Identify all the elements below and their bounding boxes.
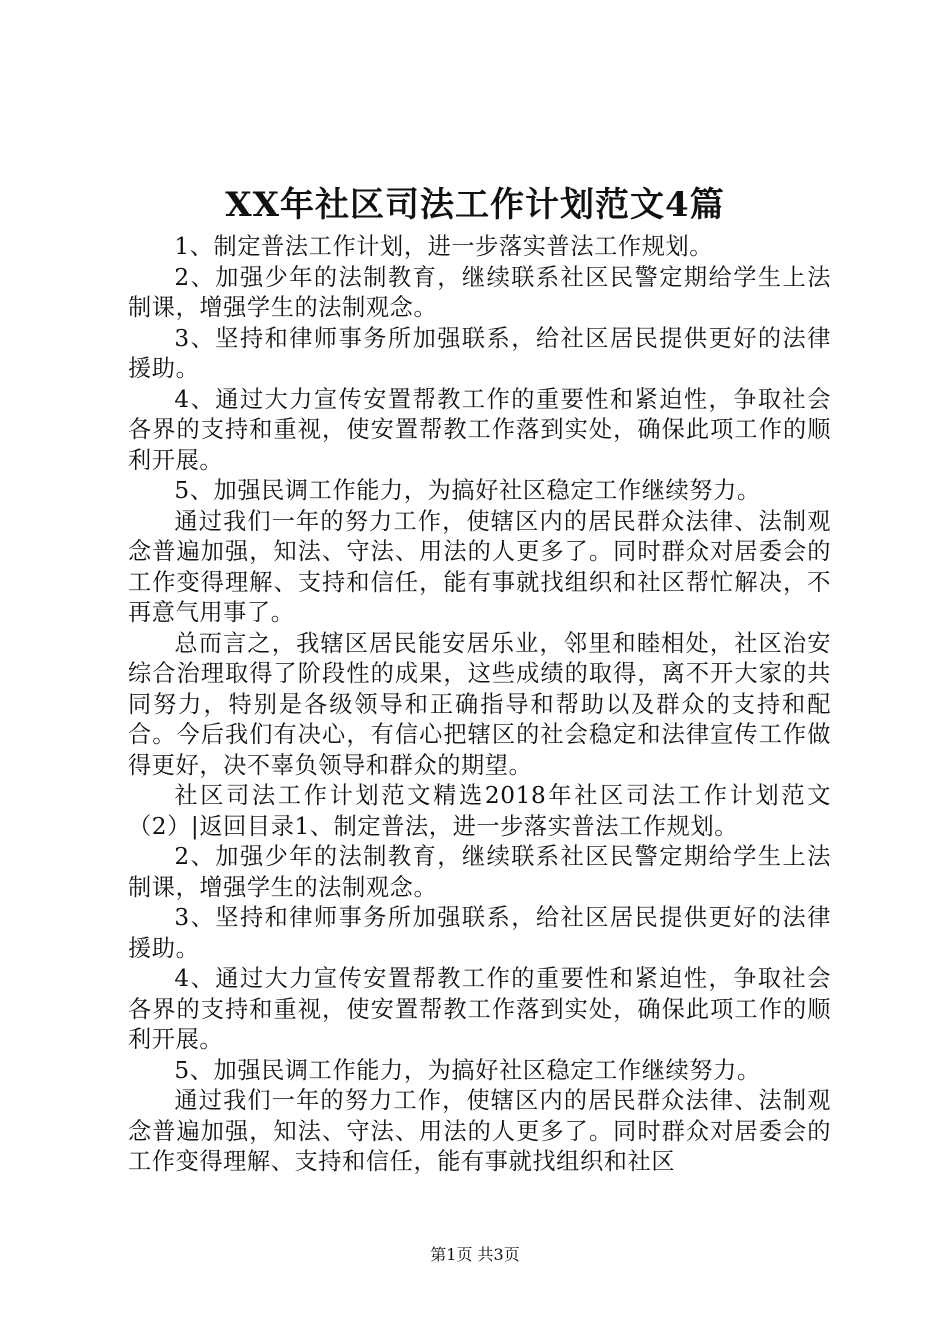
- paragraph: 5、加强民调工作能力，为搞好社区稳定工作继续努力。: [174, 1056, 761, 1084]
- paragraph: 3、坚持和律师事务所加强联系，给社区居民提供更好的法律援助。: [128, 904, 831, 962]
- paragraph: 2、加强少年的法制教育，继续联系社区民警定期给学生上法制课，增强学生的法制观念。: [128, 263, 831, 321]
- paragraph: 通过我们一年的努力工作，使辖区内的居民群众法律、法制观念普遍加强，知法、守法、用法的人更多了。同时群众对居委会的工作变得理解、支持和信任，能有事就找组织和社区帮忙解决，不再意气用事了。: [128, 507, 831, 626]
- paragraph: 总而言之，我辖区居民能安居乐业，邻里和睦相处，社区治安综合治理取得了阶段性的成果，这些成绩的取得，离不开大家的共同努力，特别是各级领导和正确指导和帮助以及群众的支持和配合。今后我们有决心，有信心把辖区的社会稳定和法律宣传工作做得更好，决不辜负领导和群众的期望。: [128, 629, 831, 779]
- paragraph: 4、通过大力宣传安置帮教工作的重要性和紧迫性，争取社会各界的支持和重视，使安置帮教工作落到实处，确保此项工作的顺利开展。: [128, 965, 831, 1053]
- paragraph: 3、坚持和律师事务所加强联系，给社区居民提供更好的法律援助。: [128, 324, 831, 382]
- paragraph: 5、加强民调工作能力，为搞好社区稳定工作继续努力。: [174, 477, 761, 504]
- paragraph: 2、加强少年的法制教育，继续联系社区民警定期给学生上法制课，增强学生的法制观念。: [128, 843, 831, 901]
- document-body: [128, 232, 831, 1178]
- document-title: XX年社区司法工作计划范文4篇: [225, 185, 725, 225]
- paragraph: 通过我们一年的努力工作，使辖区内的居民群众法律、法制观念普遍加强，知法、守法、用法的人更多了。同时群众对居委会的工作变得理解、支持和信任，能有事就找组织和社区: [128, 1087, 831, 1175]
- paragraph: 社区司法工作计划范文精选2018年社区司法工作计划范文（2）|返回目录1、制定普法，进一步落实普法工作规划。: [128, 782, 831, 840]
- paragraph: 1、制定普法工作计划，进一步落实普法工作规划。: [174, 233, 714, 260]
- page-footer: 第1页 共3页: [430, 1245, 520, 1264]
- paragraph: 4、通过大力宣传安置帮教工作的重要性和紧迫性，争取社会各界的支持和重视，使安置帮教工作落到实处，确保此项工作的顺利开展。: [128, 385, 831, 474]
